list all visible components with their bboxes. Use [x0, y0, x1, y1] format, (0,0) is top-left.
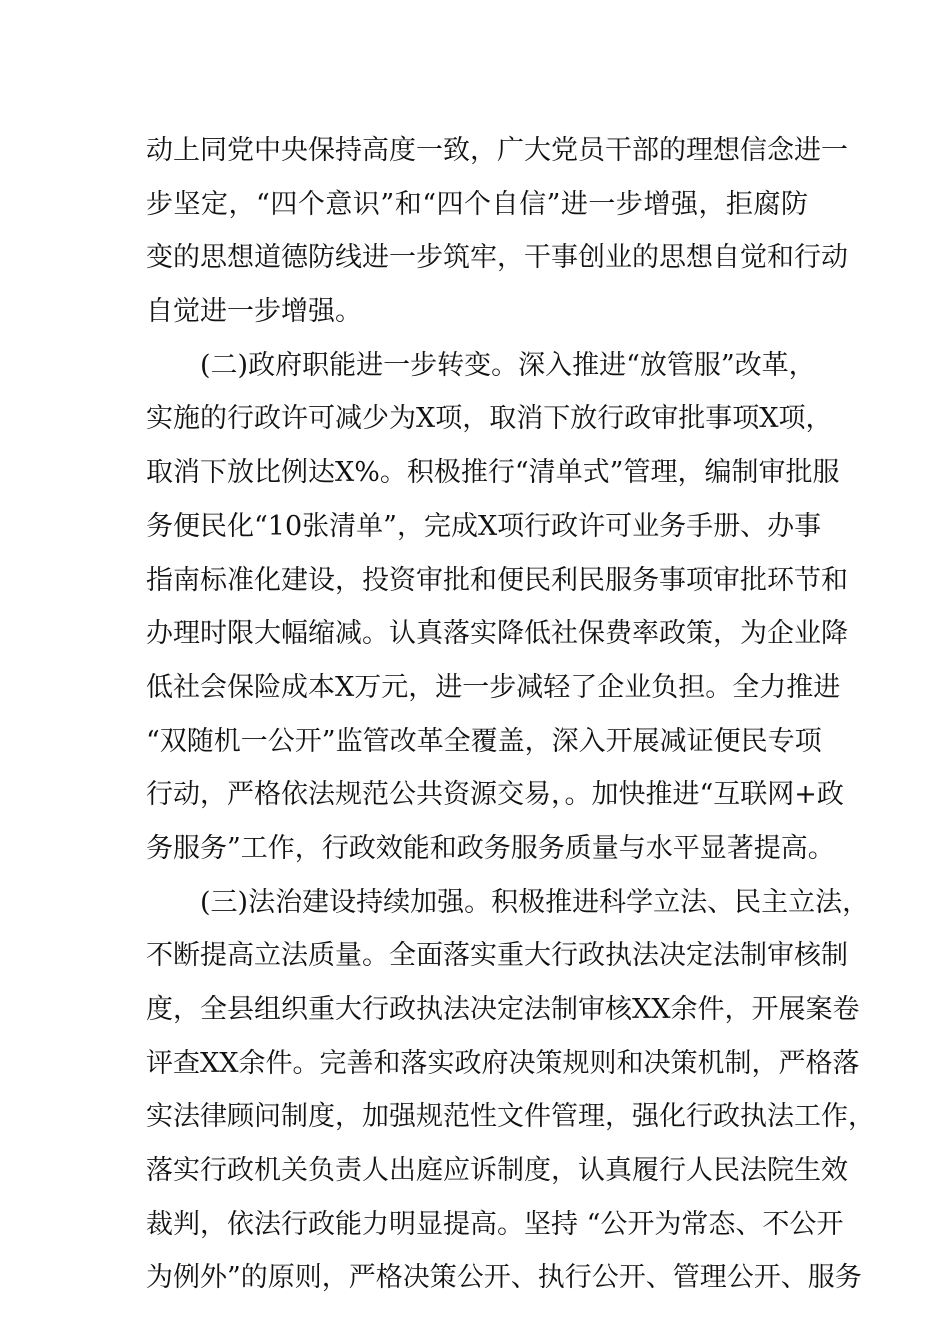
text-line: 步坚定，“四个意识”和“四个自信”进一步增强，拒腐防 [146, 188, 808, 220]
text-line: 度，全县组织重大行政执法决定法制审核XX余件，开展案卷 [146, 994, 860, 1025]
text-line: 务便民化“10张清单”，完成X项行政许可业务手册、办事 [146, 510, 822, 542]
text-line: 为例外”的原则，严格决策公开、执行公开、管理公开、服务 [146, 1262, 862, 1294]
text-line: “双随机一公开”监管改革全覆盖，深入开展减证便民专项 [146, 725, 822, 757]
text-line: 动上同党中央保持高度一致，广大党员干部的理想信念进一 [146, 135, 848, 166]
text-line: 实法律顾问制度，加强规范性文件管理，强化行政执法工作， [146, 1101, 875, 1133]
text-line: 行动，严格依法规范公共资源交易，。加快推进“互联网+政 [146, 779, 844, 811]
document-body [146, 124, 875, 1305]
text-line: 指南标准化建设，投资审批和便民利民服务事项审批环节和 [146, 564, 848, 596]
text-line: (三)法治建设持续加强。积极推进科学立法、民主立法， [200, 886, 870, 918]
text-line: 评查XX余件。完善和落实政府决策规则和决策机制，严格落 [146, 1047, 860, 1079]
text-line: 自觉进一步增强。 [146, 296, 362, 328]
text-line: 务服务”工作，行政效能和政务服务质量与水平显著提高。 [146, 832, 835, 864]
text-line: 变的思想道德防线进一步筑牢，干事创业的思想自觉和行动 [146, 242, 848, 274]
text-line: 办理时限大幅缩减。认真落实降低社保费率政策，为企业降 [146, 618, 848, 650]
text-line: 不断提高立法质量。全面落实重大行政执法决定法制审核制 [146, 940, 848, 972]
text-line: 取消下放比例达X%。积极推行“清单式”管理，编制审批服 [146, 457, 840, 489]
text-line: 实施的行政许可减少为X项，取消下放行政审批事项X项， [146, 403, 833, 435]
text-line: 落实行政机关负责人出庭应诉制度，认真履行人民法院生效 [146, 1155, 848, 1187]
text-line: (二)政府职能进一步转变。深入推进“放管服”改革， [200, 349, 816, 381]
text-line: 裁判，依法行政能力明显提高。坚持 “公开为常态、不公开 [146, 1208, 844, 1240]
text-line: 低社会保险成本X万元，进一步减轻了企业负担。全力推进 [146, 671, 841, 703]
